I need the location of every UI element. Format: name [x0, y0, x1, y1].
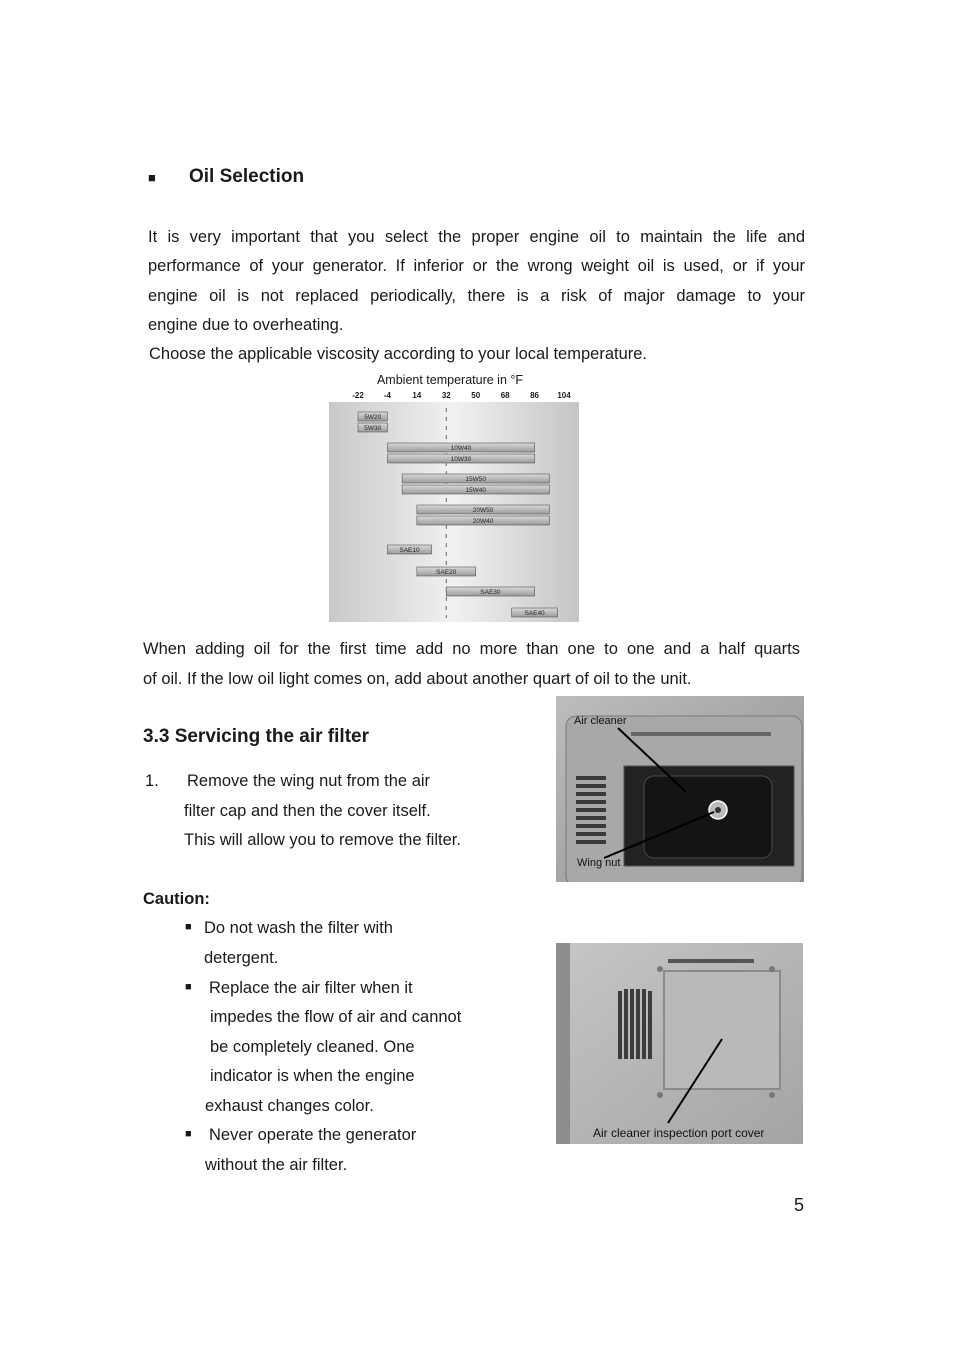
viscosity-bar-label: SAE20	[436, 569, 457, 577]
oil-note-line: of oil. If the low oil light comes on, add about another quart of oil to the unit.	[143, 670, 692, 688]
caution-line: be completely cleaned. One	[210, 1038, 415, 1056]
viscosity-bar-label: SAE10	[399, 547, 420, 555]
chart-title: Ambient temperature in °F	[376, 373, 524, 387]
caution-label: Caution:	[143, 890, 210, 908]
inspection-port-label: Air cleaner inspection port cover	[593, 1126, 765, 1140]
wing-nut-label: Wing nut	[577, 857, 621, 869]
heading-bullet: ■	[148, 170, 156, 185]
caution-bullet: ■	[185, 1128, 192, 1140]
step-number: 1.	[145, 772, 159, 790]
caution-line: detergent.	[204, 949, 279, 967]
chart-x-tick-label: -22	[352, 391, 364, 400]
oil-para-line: It is very important that you select the proper engine oil to maintain the life and	[148, 228, 805, 246]
chart-x-tick-label: 32	[441, 391, 451, 400]
chart-x-tick-label: -4	[383, 391, 391, 400]
chart-x-tick-label: 14	[412, 391, 422, 400]
choose-viscosity-line: Choose the applicable viscosity according to your local temperature.	[149, 345, 648, 363]
chart-x-tick-label: 50	[471, 391, 481, 400]
caution-line: impedes the flow of air and cannot	[210, 1008, 462, 1026]
oil-para-line: performance of your generator. If inferior or the wrong weight oil is used, or if your	[148, 257, 805, 275]
caution-line: without the air filter.	[205, 1156, 348, 1174]
air-cleaner-photo	[556, 696, 804, 882]
caution-line: Never operate the generator	[209, 1126, 417, 1144]
inspection-port-photo	[556, 943, 803, 1144]
oil-note-line: When adding oil for the first time add no more than one to one and a half quarts	[143, 640, 800, 658]
viscosity-bar-label: 15W50	[465, 476, 487, 484]
viscosity-bar-label: 15W40	[465, 487, 487, 495]
viscosity-bar-label: 5W30	[364, 425, 382, 433]
viscosity-chart	[329, 402, 579, 622]
caution-bullet: ■	[185, 921, 192, 933]
viscosity-bar-label: SAE30	[480, 589, 501, 597]
caution-line: Replace the air filter when it	[209, 979, 413, 997]
caution-bullet: ■	[185, 981, 192, 993]
caution-line: Do not wash the filter with	[204, 919, 393, 937]
air-cleaner-label: Air cleaner	[574, 715, 627, 727]
chart-x-tick-label: 68	[500, 391, 510, 400]
chart-x-tick-label: 104	[557, 391, 571, 400]
caution-line: indicator is when the engine	[210, 1067, 415, 1085]
oil-para-line: engine due to overheating.	[148, 316, 344, 334]
air-filter-heading: 3.3 Servicing the air filter	[143, 726, 369, 747]
chart-x-tick-label: 86	[530, 391, 540, 400]
page-number: 5	[794, 1195, 805, 1215]
step-line: filter cap and then the cover itself.	[184, 802, 431, 820]
viscosity-bar-label: 20W40	[472, 518, 494, 526]
step-line: Remove the wing nut from the air	[187, 772, 431, 790]
oil-para-line: engine oil is not replaced periodically, there is a risk of major damage to your	[148, 287, 805, 305]
viscosity-bar-label: 10W30	[450, 456, 472, 464]
caution-line: exhaust changes color.	[205, 1097, 374, 1115]
viscosity-bar-label: 5W20	[364, 414, 382, 422]
step-line: This will allow you to remove the filter.	[184, 831, 461, 849]
viscosity-bar-label: SAE40	[524, 610, 545, 618]
viscosity-bar-label: 20W50	[472, 507, 494, 515]
oil-selection-heading: Oil Selection	[189, 166, 305, 187]
viscosity-bar-label: 10W40	[450, 445, 472, 453]
